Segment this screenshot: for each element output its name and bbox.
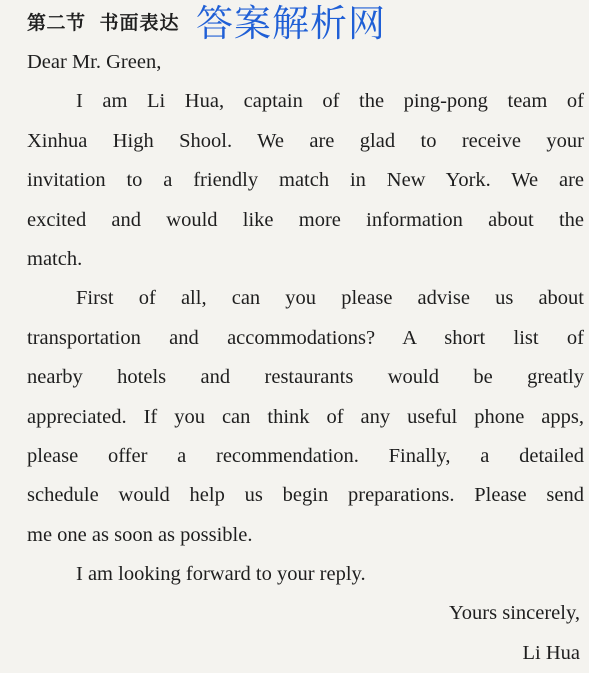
paragraph1-line: excited and would like more information about the xyxy=(27,208,584,231)
letter-body xyxy=(27,43,584,673)
paragraph1-line: Xinhua High Shool. We are glad to receive your xyxy=(27,129,584,152)
watermark-logo: 答案解析网 xyxy=(196,2,386,45)
paragraph2-line: transportation and accommodations? A short list of xyxy=(27,326,584,349)
letter-closing-line: I am looking forward to your reply. xyxy=(76,563,366,586)
letter-signature: Li Hua xyxy=(522,641,580,664)
section-title: 书面表达 xyxy=(99,11,180,34)
section-header xyxy=(27,4,180,38)
paragraph2-line: me one as soon as possible. xyxy=(27,523,253,546)
section-label: 第二节 xyxy=(27,11,86,34)
letter-salutation: Dear Mr. Green, xyxy=(27,51,162,73)
paragraph2-line: please offer a recommendation. Finally, a detailed xyxy=(27,444,584,467)
paragraph2-line: nearby hotels and restaurants would be greatly xyxy=(27,366,584,389)
paragraph2-line: appreciated. If you can think of any useful phone apps, xyxy=(27,405,584,428)
letter-sign-off: Yours sincerely, xyxy=(449,602,580,625)
paragraph2-line: First of all, can you please advise us about xyxy=(76,287,584,310)
paragraph1-line: match. xyxy=(27,247,83,270)
paragraph1-line: invitation to a friendly match in New York. We are xyxy=(27,169,584,192)
paragraph2-line: schedule would help us begin preparations. Please send xyxy=(27,484,584,507)
paragraph1-line: I am Li Hua, captain of the ping-pong team of xyxy=(76,90,584,113)
